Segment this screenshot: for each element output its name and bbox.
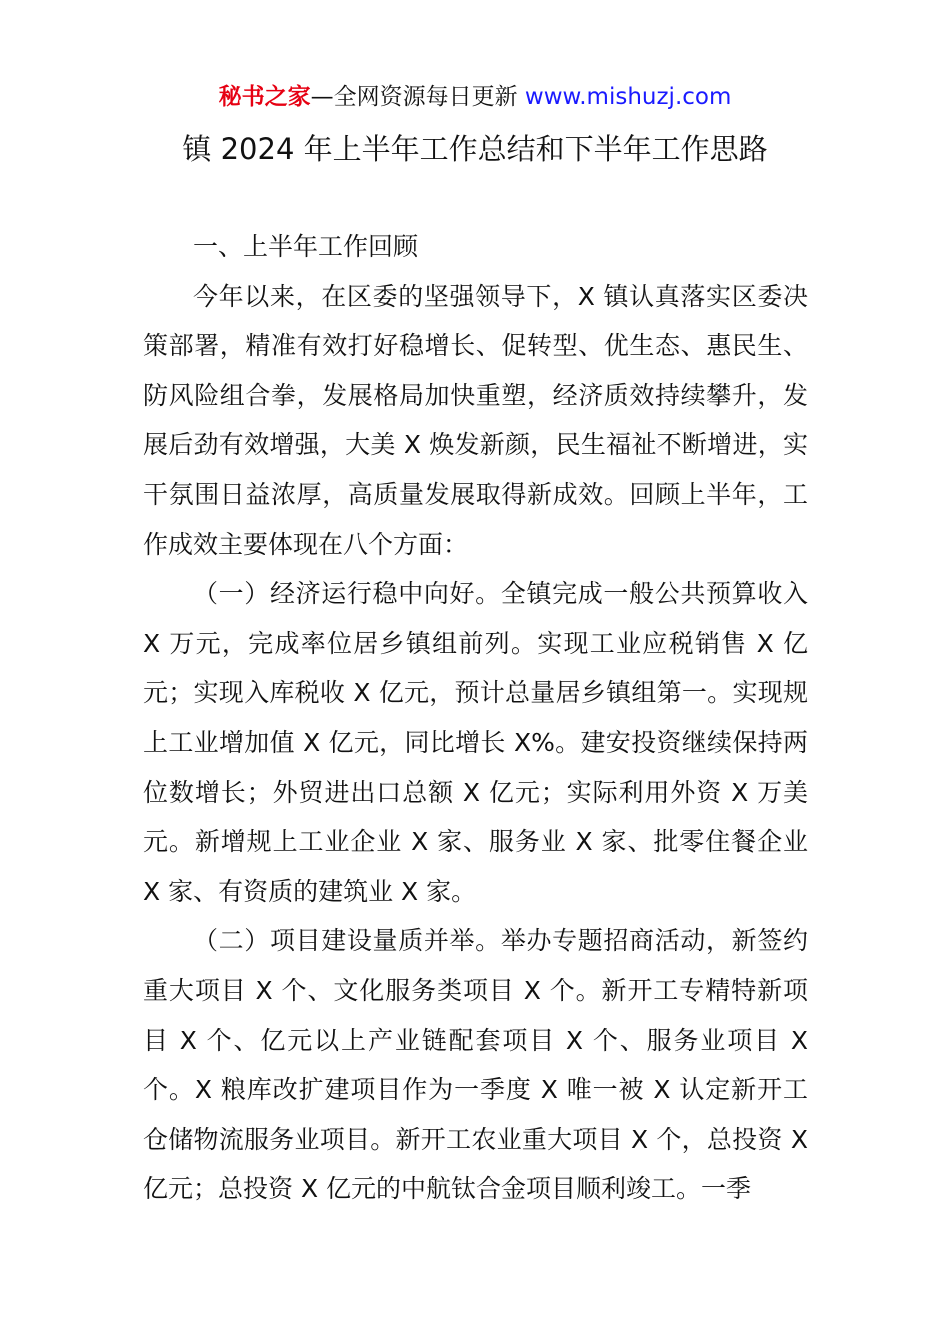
brand-name: 秘书之家 <box>218 84 311 110</box>
document-body <box>143 222 808 1214</box>
paragraph: （二）项目建设量质并举。举办专题招商活动，新签约重大项目 X 个、文化服务类项目 X 个。新开工专精特新项目 X 个、亿元以上产业链配套项目 X 个、服务业项目 X 个。X 粮库改扩建项目作为一季度 X 唯一被 X 认定新开工仓储物流服务业项目。新开工农业重大项目 X 个，总投资 X 亿元；总投资 X 亿元的中航钛合金项目顺利竣工。一季 <box>143 926 808 1204</box>
site-url[interactable]: www.mishuzj.com <box>524 84 732 110</box>
document-title: 镇 2024 年上半年工作总结和下半年工作思路 <box>182 132 768 166</box>
paragraph: （一）经济运行稳中向好。全镇完成一般公共预算收入 X 万元，完成率位居乡镇组前列。实现工业应税销售 X 亿元；实现入库税收 X 亿元，预计总量居乡镇组第一。实现规上工业增加值 X 亿元，同比增长 X%。建安投资继续保持两位数增长；外贸进出口总额 X 亿元；实际利用外资 X 万美元。新增规上工业企业 X 家、服务业 X 家、批零住餐企业 X 家、有资质的建筑业 X 家。 <box>143 579 808 906</box>
site-header <box>0 82 950 112</box>
paragraph: 今年以来，在区委的坚强领导下，X 镇认真落实区委决策部署，精准有效打好稳增长、促转型、优生态、惠民生、防风险组合拳，发展格局加快重塑，经济质效持续攀升，发展后劲有效增强，大美 X 焕发新颜，民生福祉不断增进，实干氛围日益浓厚，高质量发展取得新成效。回顾上半年，工作成效主要体现在八个方面： <box>143 281 808 559</box>
section-heading: 一、上半年工作回顾 <box>193 232 419 261</box>
header-slogan: —全网资源每日更新 <box>310 84 518 110</box>
